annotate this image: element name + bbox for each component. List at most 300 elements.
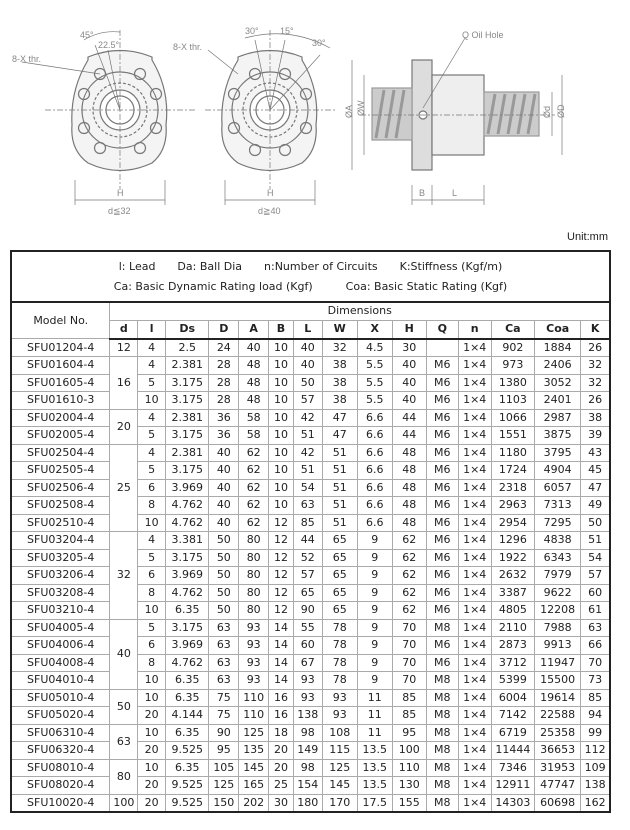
table-cell: 20 xyxy=(269,742,294,760)
table-cell: 14 xyxy=(269,672,294,690)
table-cell: SFU08020-4 xyxy=(11,777,110,795)
table-cell: 11 xyxy=(357,724,392,742)
table-cell: 50 xyxy=(209,567,239,585)
spec-table xyxy=(10,250,611,813)
table-cell: 1×4 xyxy=(458,444,491,462)
table-cell: 6.6 xyxy=(357,409,392,427)
table-cell: 38 xyxy=(581,409,610,427)
table-cell: 6.35 xyxy=(166,689,209,707)
table-cell: 99 xyxy=(581,724,610,742)
table-cell: 50 xyxy=(209,584,239,602)
table-cell: 42 xyxy=(293,444,322,462)
table-cell: 1884 xyxy=(534,339,580,357)
table-cell: 125 xyxy=(209,777,239,795)
table-cell: 93 xyxy=(239,672,269,690)
table-row xyxy=(11,637,610,655)
table-cell: 1×4 xyxy=(458,742,491,760)
table-cell: 7295 xyxy=(534,514,580,532)
table-cell: 149 xyxy=(293,742,322,760)
table-cell: 36 xyxy=(209,427,239,445)
column-header: A xyxy=(239,320,269,339)
table-cell: 1×4 xyxy=(458,672,491,690)
column-header: Q xyxy=(426,320,458,339)
table-cell: 65 xyxy=(322,532,357,550)
table-cell: 9 xyxy=(357,654,392,672)
table-cell: 180 xyxy=(293,794,322,812)
table-cell: 110 xyxy=(392,759,426,777)
table-cell: 20 xyxy=(138,742,166,760)
table-cell: 62 xyxy=(239,497,269,515)
table-cell: 40 xyxy=(209,479,239,497)
table-cell: 1×4 xyxy=(458,339,491,357)
table-cell: 150 xyxy=(209,794,239,812)
table-cell: 1×4 xyxy=(458,584,491,602)
table-cell: 20 xyxy=(138,794,166,812)
table-cell: 28 xyxy=(209,374,239,392)
table-cell: 51 xyxy=(322,462,357,480)
table-cell: 1296 xyxy=(491,532,534,550)
table-cell: 75 xyxy=(209,707,239,725)
table-cell: SFU02004-4 xyxy=(11,409,110,427)
table-cell: 70 xyxy=(392,654,426,672)
dim-a-label: ØA xyxy=(344,104,354,118)
table-cell: 4838 xyxy=(534,532,580,550)
table-cell: 3.175 xyxy=(166,374,209,392)
table-cell: 67 xyxy=(293,654,322,672)
column-header: Coa xyxy=(534,320,580,339)
table-cell: 54 xyxy=(293,479,322,497)
view1-h-label: H xyxy=(117,188,124,198)
table-cell: 62 xyxy=(392,602,426,620)
table-cell: 1×4 xyxy=(458,514,491,532)
table-cell: 93 xyxy=(239,619,269,637)
table-cell: SFU08010-4 xyxy=(11,759,110,777)
table-cell: 30 xyxy=(392,339,426,357)
column-header: d xyxy=(110,320,138,339)
table-cell: 12 xyxy=(269,532,294,550)
table-cell: 4.762 xyxy=(166,584,209,602)
column-header: W xyxy=(322,320,357,339)
table-cell: SFU03210-4 xyxy=(11,602,110,620)
table-cell: 9913 xyxy=(534,637,580,655)
table-cell: 6.35 xyxy=(166,602,209,620)
table-cell: 65 xyxy=(293,584,322,602)
table-cell: 50 xyxy=(293,374,322,392)
shaft-diameter-cell: 25 xyxy=(110,444,138,532)
column-header: H xyxy=(392,320,426,339)
table-cell: 15500 xyxy=(534,672,580,690)
shaft-diameter-cell: 80 xyxy=(110,759,138,794)
table-row xyxy=(11,462,610,480)
dim-w-label: ØW xyxy=(356,100,366,116)
table-cell: 10 xyxy=(138,392,166,410)
table-cell: 1×4 xyxy=(458,707,491,725)
table-cell: 1×4 xyxy=(458,532,491,550)
table-cell: 3387 xyxy=(491,584,534,602)
table-cell: 6.6 xyxy=(357,427,392,445)
table-cell: 4.762 xyxy=(166,514,209,532)
table-cell: 63 xyxy=(209,654,239,672)
table-cell: 6 xyxy=(138,567,166,585)
table-cell: 2987 xyxy=(534,409,580,427)
table-cell: 4 xyxy=(138,339,166,357)
table-cell: 1×4 xyxy=(458,759,491,777)
table-cell: 47 xyxy=(581,479,610,497)
table-cell: M6 xyxy=(426,549,458,567)
table-cell: 40 xyxy=(293,339,322,357)
table-cell: M8 xyxy=(426,794,458,812)
table-cell: 5.5 xyxy=(357,392,392,410)
column-header: K xyxy=(581,320,610,339)
table-cell: 90 xyxy=(209,724,239,742)
column-header: Ds xyxy=(166,320,209,339)
table-cell: M8 xyxy=(426,742,458,760)
table-cell: 3.175 xyxy=(166,392,209,410)
table-cell: 9.525 xyxy=(166,794,209,812)
table-cell: M6 xyxy=(426,514,458,532)
table-cell: 48 xyxy=(392,514,426,532)
table-cell: 5.5 xyxy=(357,374,392,392)
table-cell: 110 xyxy=(239,689,269,707)
table-cell: SFU06310-4 xyxy=(11,724,110,742)
table-row xyxy=(11,689,610,707)
table-row xyxy=(11,602,610,620)
table-row xyxy=(11,357,610,375)
table-cell: M8 xyxy=(426,619,458,637)
table-cell: 1×4 xyxy=(458,637,491,655)
table-cell: 70 xyxy=(392,637,426,655)
table-cell: 12 xyxy=(269,602,294,620)
table-row xyxy=(11,794,610,812)
table-cell: 10 xyxy=(138,689,166,707)
table-cell: SFU02005-4 xyxy=(11,427,110,445)
table-cell: 62 xyxy=(239,514,269,532)
view2-angle-30b: 30° xyxy=(312,38,326,48)
table-cell: 6.35 xyxy=(166,724,209,742)
table-cell: 51 xyxy=(322,479,357,497)
table-cell: 3.969 xyxy=(166,479,209,497)
table-cell: SFU05010-4 xyxy=(11,689,110,707)
table-cell: 12 xyxy=(269,549,294,567)
table-cell: 9 xyxy=(357,672,392,690)
table-cell: 110 xyxy=(239,707,269,725)
table-cell: 1×4 xyxy=(458,602,491,620)
table-cell: 100 xyxy=(392,742,426,760)
table-cell: 20 xyxy=(269,759,294,777)
table-cell: 48 xyxy=(239,374,269,392)
table-cell: 5399 xyxy=(491,672,534,690)
table-cell: SFU02510-4 xyxy=(11,514,110,532)
table-cell: 36 xyxy=(209,409,239,427)
table-cell: 1×4 xyxy=(458,479,491,497)
table-cell: 40 xyxy=(209,497,239,515)
table-cell: SFU03204-4 xyxy=(11,532,110,550)
table-cell: 30 xyxy=(269,794,294,812)
table-cell: 1×4 xyxy=(458,549,491,567)
table-cell: 10 xyxy=(269,479,294,497)
table-cell: 170 xyxy=(322,794,357,812)
table-cell: 47 xyxy=(322,427,357,445)
table-cell: 7979 xyxy=(534,567,580,585)
table-cell: 6004 xyxy=(491,689,534,707)
table-cell: 38 xyxy=(322,374,357,392)
flange-view-large xyxy=(205,30,335,205)
dim-d-label: Ød xyxy=(542,105,552,118)
table-cell: 1×4 xyxy=(458,689,491,707)
table-cell: 51 xyxy=(322,514,357,532)
table-cell: 8 xyxy=(138,654,166,672)
table-cell: 98 xyxy=(293,759,322,777)
table-cell: SFU05020-4 xyxy=(11,707,110,725)
table-cell: 10 xyxy=(269,339,294,357)
table-cell: 130 xyxy=(392,777,426,795)
table-cell: 165 xyxy=(239,777,269,795)
table-cell: 10 xyxy=(269,462,294,480)
table-cell: M6 xyxy=(426,584,458,602)
table-cell: 6343 xyxy=(534,549,580,567)
table-cell: 7313 xyxy=(534,497,580,515)
table-cell: 70 xyxy=(581,654,610,672)
table-cell: 2963 xyxy=(491,497,534,515)
table-cell: 80 xyxy=(239,584,269,602)
flange-view-small xyxy=(22,30,195,205)
table-cell: 10 xyxy=(138,759,166,777)
table-cell: 93 xyxy=(239,637,269,655)
table-cell: 12 xyxy=(269,584,294,602)
table-cell: 70 xyxy=(392,672,426,690)
table-cell: 4.5 xyxy=(357,339,392,357)
table-cell: 14 xyxy=(269,619,294,637)
table-cell: M6 xyxy=(426,392,458,410)
table-cell: 93 xyxy=(293,689,322,707)
table-cell: M6 xyxy=(426,444,458,462)
table-row xyxy=(11,672,610,690)
dim-b-label: B xyxy=(419,188,426,198)
table-cell: 10 xyxy=(269,374,294,392)
legend-line-2: Ca: Basic Dynamic Rating load (Kgf) Coa: Basic Static Rating (Kgf) xyxy=(113,279,508,293)
table-row xyxy=(11,444,610,462)
table-cell: 3.175 xyxy=(166,619,209,637)
table-cell: 31953 xyxy=(534,759,580,777)
table-cell: 6.35 xyxy=(166,759,209,777)
table-cell: SFU01610-3 xyxy=(11,392,110,410)
table-cell: 80 xyxy=(239,549,269,567)
table-cell: 50 xyxy=(209,602,239,620)
table-cell: M8 xyxy=(426,777,458,795)
table-cell: 9 xyxy=(357,549,392,567)
table-cell: 10 xyxy=(269,427,294,445)
table-cell: SFU01204-4 xyxy=(11,339,110,357)
table-cell: 6.6 xyxy=(357,479,392,497)
table-cell: 10 xyxy=(269,444,294,462)
table-cell: 42 xyxy=(293,409,322,427)
table-cell: 2.381 xyxy=(166,357,209,375)
table-cell: 1×4 xyxy=(458,357,491,375)
table-cell: 2406 xyxy=(534,357,580,375)
table-cell: 112 xyxy=(581,742,610,760)
table-cell: 48 xyxy=(392,462,426,480)
shaft-diameter-cell: 16 xyxy=(110,357,138,410)
dim-dd-label: ØD xyxy=(556,104,566,118)
table-cell: 4.762 xyxy=(166,497,209,515)
table-cell: 38 xyxy=(322,392,357,410)
table-cell: 63 xyxy=(293,497,322,515)
table-cell: 7988 xyxy=(534,619,580,637)
table-cell: 1×4 xyxy=(458,374,491,392)
table-cell: M8 xyxy=(426,724,458,742)
table-cell: 2873 xyxy=(491,637,534,655)
table-row xyxy=(11,584,610,602)
table-cell: 4 xyxy=(138,532,166,550)
oil-hole-label: Q Oil Hole xyxy=(462,30,504,40)
table-cell: 162 xyxy=(581,794,610,812)
table-cell: 1551 xyxy=(491,427,534,445)
table-cell: 51 xyxy=(322,444,357,462)
table-cell: 60 xyxy=(581,584,610,602)
table-cell: 65 xyxy=(322,584,357,602)
table-cell: 16 xyxy=(269,707,294,725)
table-cell: M6 xyxy=(426,427,458,445)
table-cell: 48 xyxy=(392,497,426,515)
table-row xyxy=(11,707,610,725)
table-cell: 17.5 xyxy=(357,794,392,812)
table-cell: 6.6 xyxy=(357,514,392,532)
table-row xyxy=(11,654,610,672)
table-cell: 98 xyxy=(293,724,322,742)
shaft-diameter-cell: 12 xyxy=(110,339,138,357)
table-cell: 11947 xyxy=(534,654,580,672)
table-cell: 40 xyxy=(392,357,426,375)
table-cell: SFU01605-4 xyxy=(11,374,110,392)
table-cell: 10 xyxy=(138,602,166,620)
table-cell: 58 xyxy=(239,409,269,427)
table-cell: 48 xyxy=(239,392,269,410)
table-cell: 10 xyxy=(269,357,294,375)
table-cell: 26 xyxy=(581,339,610,357)
table-cell: 12 xyxy=(269,567,294,585)
table-cell: 1103 xyxy=(491,392,534,410)
table-cell: 145 xyxy=(239,759,269,777)
table-cell: 13.5 xyxy=(357,742,392,760)
table-cell: 4 xyxy=(138,409,166,427)
column-header: X xyxy=(357,320,392,339)
table-cell: 1×4 xyxy=(458,409,491,427)
table-cell: 95 xyxy=(209,742,239,760)
table-cell: 1×4 xyxy=(458,392,491,410)
table-cell: 9.525 xyxy=(166,742,209,760)
table-cell: SFU04005-4 xyxy=(11,619,110,637)
table-cell: 45 xyxy=(581,462,610,480)
table-cell: 40 xyxy=(209,514,239,532)
table-cell: 52 xyxy=(293,549,322,567)
table-cell: 85 xyxy=(392,689,426,707)
table-cell: 13.5 xyxy=(357,759,392,777)
table-row xyxy=(11,392,610,410)
table-cell: SFU03206-4 xyxy=(11,567,110,585)
legend-line-1: l: Lead Da: Ball Dia n:Number of Circuits K:Stiffness (Kgf/m) xyxy=(118,259,503,273)
table-cell: 62 xyxy=(239,479,269,497)
table-cell: 1724 xyxy=(491,462,534,480)
table-cell: 65 xyxy=(322,567,357,585)
table-cell: 54 xyxy=(581,549,610,567)
view2-angle-15: 15° xyxy=(280,26,294,36)
table-cell: 51 xyxy=(293,462,322,480)
table-cell: 62 xyxy=(239,462,269,480)
view2-angle-30a: 30° xyxy=(245,26,259,36)
table-cell: 7142 xyxy=(491,707,534,725)
table-row xyxy=(11,409,610,427)
table-cell: 1380 xyxy=(491,374,534,392)
table-cell: 14 xyxy=(269,654,294,672)
table-cell: 138 xyxy=(293,707,322,725)
table-cell: 63 xyxy=(209,619,239,637)
table-cell: 2401 xyxy=(534,392,580,410)
table-cell: 10 xyxy=(138,672,166,690)
table-cell: 5 xyxy=(138,427,166,445)
table-cell: 40 xyxy=(209,444,239,462)
model-no-header: Model No. xyxy=(11,302,110,339)
table-cell: 11 xyxy=(357,689,392,707)
table-cell: 4.762 xyxy=(166,654,209,672)
table-cell: 49 xyxy=(581,497,610,515)
table-cell: 20 xyxy=(138,707,166,725)
table-cell: 973 xyxy=(491,357,534,375)
table-cell: 62 xyxy=(392,532,426,550)
table-cell: 47 xyxy=(322,409,357,427)
table-row xyxy=(11,532,610,550)
table-cell: 3.175 xyxy=(166,462,209,480)
table-cell: M6 xyxy=(426,409,458,427)
table-cell: 48 xyxy=(392,444,426,462)
table-cell: 63 xyxy=(581,619,610,637)
table-cell: 4 xyxy=(138,444,166,462)
table-row xyxy=(11,619,610,637)
table-cell: 24 xyxy=(209,339,239,357)
table-cell: 1×4 xyxy=(458,427,491,445)
table-cell: 105 xyxy=(209,759,239,777)
table-row xyxy=(11,374,610,392)
table-cell: 18 xyxy=(269,724,294,742)
table-cell: 4904 xyxy=(534,462,580,480)
table-cell: 9 xyxy=(357,602,392,620)
table-cell: 3.175 xyxy=(166,427,209,445)
table-cell: M6 xyxy=(426,374,458,392)
table-cell: 108 xyxy=(322,724,357,742)
table-cell: 11 xyxy=(357,707,392,725)
table-cell: 10 xyxy=(269,497,294,515)
table-cell: 20 xyxy=(138,777,166,795)
table-cell: 125 xyxy=(322,759,357,777)
table-cell: 25 xyxy=(269,777,294,795)
table-cell: 1×4 xyxy=(458,724,491,742)
table-cell: 6.6 xyxy=(357,444,392,462)
table-cell: SFU02504-4 xyxy=(11,444,110,462)
column-header: Ca xyxy=(491,320,534,339)
shaft-diameter-cell: 32 xyxy=(110,532,138,620)
table-cell: 60 xyxy=(293,637,322,655)
table-cell: M6 xyxy=(426,497,458,515)
table-cell: 63 xyxy=(209,637,239,655)
table-cell: 8 xyxy=(138,584,166,602)
table-cell xyxy=(426,339,458,357)
table-cell: 1×4 xyxy=(458,619,491,637)
table-row xyxy=(11,479,610,497)
table-cell: 202 xyxy=(239,794,269,812)
table-cell: 48 xyxy=(239,357,269,375)
table-cell: 155 xyxy=(392,794,426,812)
table-cell: M6 xyxy=(426,357,458,375)
table-cell: 1×4 xyxy=(458,777,491,795)
